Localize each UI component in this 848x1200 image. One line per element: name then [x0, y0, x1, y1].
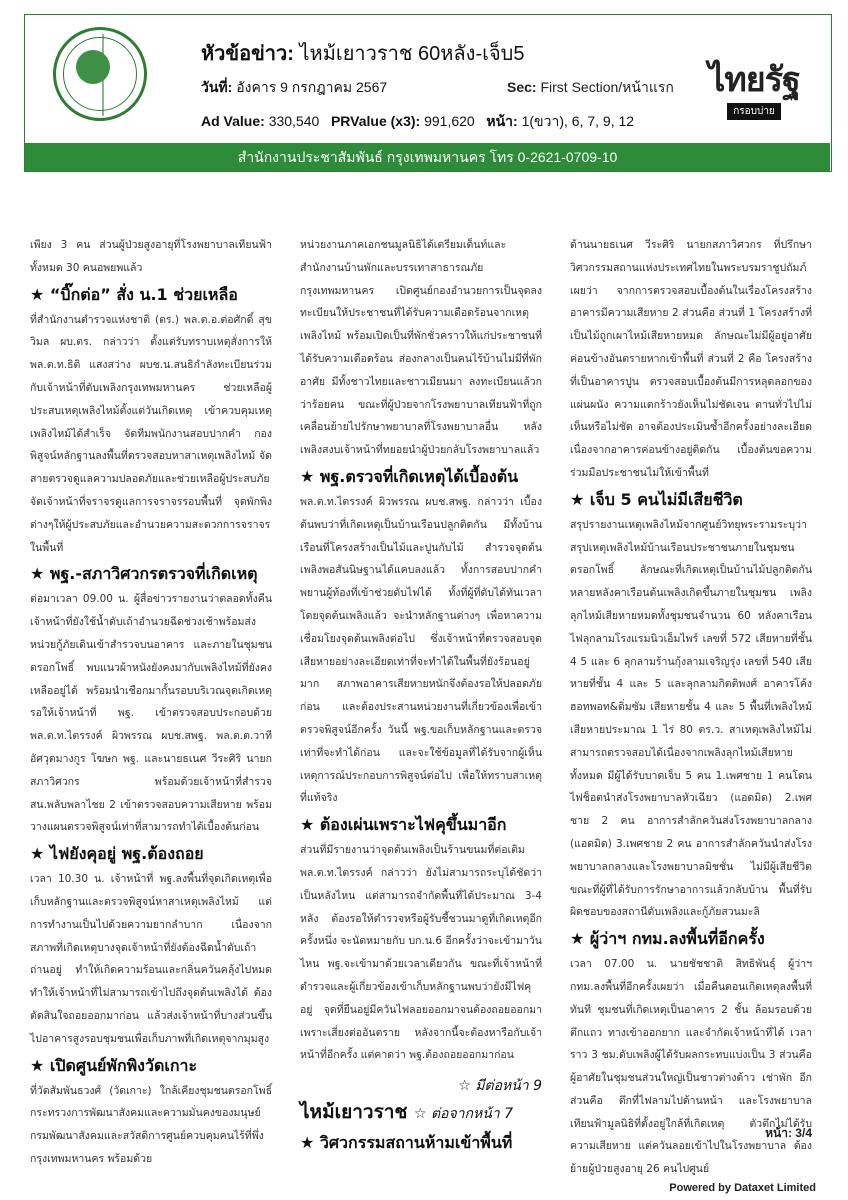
article-paragraph: ที่วัดสัมพันธวงศ์ (วัดเกาะ) ใกล้เคียงชุมชนตรอกโพธิ์ กระทรวงการพัฒนาสังคมและความมั่นคงของมนุษย์ กรมพัฒนาสังคมและสวัสดิการศูนย์ควบคุมคนไร้ที่พึ่ง กรุงเทพมหานคร พร้อมด้วย	[30, 1084, 272, 1165]
continued-from-label: ☆ ต่อจากหน้า 7	[413, 1105, 514, 1122]
section-row	[507, 77, 674, 99]
continued-on-label: ☆ มีต่อหน้า 9	[458, 1078, 542, 1095]
value-row	[201, 111, 634, 133]
section-heading: ★ เจ็บ 5 คนไม่มีเสียชีวิต	[570, 489, 743, 509]
article-paragraph: เวลา 10.30 น. เจ้าหน้าที่ พฐ.ลงพื้นที่จุดเกิดเหตุเพื่อเก็บหลักฐานและตรวจพิสูจน์หาสาเหตุเพลิงไหม้ แต่การทำงานเป็นไปด้วยความยากลำบาก เนื่องจากสภาพที่เกิดเหตุบางจุดเจ้าหน้าที่ยังต้องฉีดน้ำดับเถ้าถ่านอยู่ ทำให้เกิดความร้อนและกลิ่นควันคลุ้งไปหมด ทำให้เจ้าหน้าที่ไม่สามารถเข้าไปถึงจุดต้นเพลิงได้ ต้องตัดสินใจถอยออกมาก่อน แล้วส่งเจ้าหน้าที่บางส่วนขึ้นไปอาคารสูงรอบชุมชนเพื่อเก็บภาพที่เกิดเหตุจากมุมสูง	[30, 873, 272, 1045]
date-value: อังคาร 9 กรกฎาคม 2567	[236, 79, 388, 95]
section-heading: ★ ผู้ว่าฯ กทม.ลงพื้นที่อีกครั้ง	[570, 929, 765, 949]
section-heading: ★ เปิดศูนย์พักพิงวัดเกาะ	[30, 1055, 198, 1075]
article-paragraph: สรุปรายงานเหตุเพลิงไหม้จากศูนย์วิทยุพระรามระบุว่า สรุปเหตุเพลิงไหม้บ้านเรือนประชาชนภายในชุมชนตรอกโพธิ์ ลักษณะที่เกิดเหตุเป็นบ้านไม้ปลูกติดกันหลายหลังคาเรือนต้นเพลิงเกิดขึ้นภายในชุมชน เพลิงลุกไหม้เสียหายหมดทั้งชุมชนจำนวน 60 หลังคาเรือน ไฟลุกลามโรงแรมนิวเอ็มไพร์ เลขที่ 572 เสียหายที่ชั้น 4 5 และ 6 ลุกลามร้านกุ้งลามเจริญรุ่ง เลขที่ 540 เสียหายที่ชั้น 4 และ 5 และลุกลามกิตติพงศ์ อาคารโค้ง ฮอทพอท&ดิ่มซัม เสียหายชั้น 4 และ 5 พื้นที่เพลิงไหม้เสียหายประมาณ 1 ไร่ 80 ตร.ว. สาเหตุเพลิงไหม้ไม่สามารถตรวจสอบได้เนื่องจากเพลิงลุกไหม้เสียหายทั้งหมด มีผู้ได้รับบาดเจ็บ 5 คน 1.เพศชาย 1 คนโดนไฟช็อตนำส่งโรงพยาบาลหัวเฉียว (แอดมิด) 2.เพศชาย 2 คน อาการสำลักควันส่งโรงพยาบาลกลาง (แอดมิด) 3.เพศชาย 2 คน อาการสำลักควันนำส่งโรงพยาบาลกลางและโรงพยาบาลมิชชั่น ไม่มีผู้เสียชีวิต ขณะที่ผู้ที่ได้รับการรักษาอาการแล้วกลับบ้าน พื้นที่รับผิดชอบของสถานีดับเพลิงและกู้ภัยสวนมะลิ	[570, 518, 812, 919]
page-label: หน้า:	[486, 113, 518, 129]
article-column-3	[570, 234, 812, 1181]
article-paragraph: เวลา 07.00 น. นายชัชชาติ สิทธิพันธุ์ ผู้ว่าฯ กทม.ลงพื้นที่อีกครั้งเผยว่า เมื่อคืนตอนเกิดเหตุลงพื้นที่ทันที ชุมชนที่เกิดเหตุเป็นอาคาร 2 ชั้น ล้อมรอบด้วยตึกแถว ทางเข้าออกยาก และจำกัดเจ้าหน้าที่ได้ เวลาราว 3 ชม.ดับเพลิงผู้ได้รับผลกระทบแบ่งเป็น 3 ส่วนคือผู้อาศัยในชุมชนส่วนใหญ่เป็นชาวต่างด้าว เช่าพัก อีกส่วนคือ ตึกที่ไฟลามไปด้านหน้า และโรงพยาบาลเทียนฟ้ามูลนิธิที่ตั้งอยู่ใกล้ที่เกิดเหตุ ตัวตึกไม่ได้รับความเสียหาย แต่ควันลอยเข้าไปในโรงพยาบาล ต้องย้ายผู้ป่วยสูงอายุ 26 คนไปศูนย์	[570, 958, 812, 1176]
article-column-1	[30, 234, 272, 1171]
headline-row	[201, 37, 524, 69]
headline-text: ไหม้เยาวราช 60หลัง-เจ็บ5	[299, 43, 525, 65]
page-value: 1(ขวา), 6, 7, 9, 12	[521, 113, 635, 129]
article-paragraph: ที่สำนักงานตำรวจแห่งชาติ (ตร.) พล.ต.อ.ต่อศักดิ์ สุขวิมล ผบ.ตร. กล่าวว่า ตั้งแต่รับทราบเหตุสั่งการให้ พล.ต.ท.ธิติ แสงสว่าง ผบช.น.สนธิกำลังทะเบียนร่วมกับเจ้าหน้าที่ดับเพลิงกรุงเทพมหานคร ช่วยเหลือผู้ประสบเหตุเพลิงไหม้ตั้งแต่วันเกิดเหตุ เข้าควบคุมเหตุเพลิงไหม้ได้สำเร็จ จัดทีมพนักงานสอบปากคำ กองพิสูจน์หลักฐานลงพื้นที่ตรวจสอบหาสาเหตุเพลิงไหม้ จัดสายตรวจดูแลความปลอดภัยและช่วยเหลือผู้ประสบภัย จัดเจ้าหน้าที่จราจรดูแลการจราจรรอบพื้นที่ จุดพักพิงต่างๆให้ผู้ประสบภัยและอำนวยความสะดวกการจราจรในพื้นที่	[30, 313, 272, 554]
contact-banner: สำนักงานประชาสัมพันธ์ กรุงเทพมหานคร โทร 0-2621-0709-10	[25, 143, 830, 171]
continuation-title: ไหม้เยาวราช	[300, 1100, 408, 1123]
pr-value: 991,620	[424, 113, 475, 129]
article-paragraph: ต่อมาเวลา 09.00 น. ผู้สื่อข่าวรายงานว่าตลอดทั้งคืนเจ้าหน้าที่ยังใช้น้ำดับเถ้าอำนวยฉีดช่วงเช้าพร้อมส่งหน่วยกู้ภัยเดินเข้าสำรวจบนอาคาร และภายในชุมชนตรอกโพธิ์ พบแนวผ้าหนังยังคงมากับเพลิงไหม้ที่ยังคงเหลืออยู่ได้ พร้อมนำเชือกมากั้นรอบบริเวณจุดเกิดเหตุรอให้เจ้าหน้าที่ พฐ. เข้าตรวจสอบประกอบด้วย พล.ต.ท.ไตรรงค์ ผิวพรรณ ผบช.สพฐ. พล.ต.ต.วาที อัศวุตมางกูร โฆษก พฐ. และนายธเนศ วีระศิริ นายกสภาวิศวกร พร้อมด้วยเจ้าหน้าที่สำรวจสน.พลับพลาไชย 2 เข้าตรวจสอบความเสียหาย พร้อมวางแผนตรวจพิสูจน์เท่าที่สามารถทำได้เบื้องต้นก่อน	[30, 593, 272, 834]
ad-value: 330,540	[268, 113, 320, 129]
section-heading: ★ “บิ๊กต่อ” สั่ง น.1 ช่วยเหลือ	[30, 284, 238, 304]
section-heading: ★ วิศวกรรมสถานห้ามเข้าพื้นที่	[300, 1132, 513, 1152]
section-label: Sec:	[507, 79, 537, 95]
headline-label: หัวข้อข่าว:	[201, 43, 294, 65]
bma-seal-logo	[53, 27, 147, 121]
continuation-block	[300, 1075, 542, 1155]
article-paragraph: ส่วนที่มีรายงานว่าจุดต้นเพลิงเป็นร้านขนมที่ต่อเติม พล.ต.ท.ไตรรงค์ กล่าวว่า ยังไม่สามารถระบุได้ชัดว่าเป็นหลังไหน แต่สามารถจำกัดพื้นที่ได้ประมาณ 3-4 หลัง ต้องรอให้ตำรวจหรือผู้รับชี้ชวนมาดูที่เกิดเหตุอีกครั้งหนึ่ง จะนัดหมายกับ บก.น.6 อีกครั้งว่าจะเข้ามาวันไหน พฐ.จะเข้ามาด้วยเวลาเดียวกัน ขณะที่เจ้าหน้าที่ตำรวจและผู้เกี่ยวข้องเข้าเก็บหลักฐานพบว่ายังมีไฟคุอยู่ จุดที่ยืนอยู่มีควันไฟลอยออกมาจนต้องถอยออกมาเพราะเสี่ยงต่ออันตราย หลังจากนี้จะต้องหารือกับเจ้าหน้าที่อีกครั้ง แต่คาดว่า พฐ.ต้องถอยออกมาก่อน	[300, 844, 542, 1062]
article-paragraph: ด้านนายธเนศ วีระศิริ นายกสภาวิศวกร ที่ปรึกษาวิศวกรรมสถานแห่งประเทศไทยในพระบรมราชูปถัมภ์ เผยว่า จากการตรวจสอบเบื้องต้นในเรื่องโครงสร้างอาคารมีความเสียหาย 2 ส่วนคือ ส่วนที่ 1 โครงสร้างที่เป็นไม้ถูกเผาไหม้เสียหายหมด ลักษณะไม่มีผู้อยู่อาศัยค่อนข้างอันตรายหากเข้าพื้นที่ ส่วนที่ 2 คือ โครงสร้างที่เป็นอาคารปูน ตรวจสอบเบื้องต้นมีการหลุดลอกของแผ่นผนัง ความแตกร้าวยังเห็นไม่ชัดเจน ตานทั่วไปไม่เห็นหรือไม่ชัด อาจต้องประเมินซ้ำอีกครั้งอย่างละเอียด เนื่องจากอาคารค่อนข้างอยู่ติดกัน เบื้องต้นขอความร่วมมือประชาชนไม่ให้เข้าพื้นที่	[570, 239, 812, 479]
article-paragraph: หน่วยงานภาคเอกชนมูลนิธิได้เตรียมเต็นท์และสำนักงานบ้านพักและบรรเทาสาธารณภัยกรุงเทพมหานคร เปิดศูนย์กองอำนวยการเป็นจุดลงทะเบียนให้ประชาชนที่ได้รับความเดือดร้อนจากเหตุเพลิงไหม้ พร้อมเปิดเป็นที่พักชั่วคราวให้แก่ประชาชนที่ได้รับความเดือดร้อน ส่องกลางเป็นคนไร้บ้านไม่มีที่พักอาศัย มีทั้งชาวไทยและชาวเมียนมา ลงทะเบียนแล้วกว่าร้อยคน ขณะที่ผู้ป่วยจากโรงพยาบาลเทียนฟ้าที่ถูกเคลื่อนย้ายไปรักษาพยาบาลที่โรงพยาบาลอื่น หลังเพลิงสงบเจ้าหน้าที่ทยอยนำผู้ป่วยกลับโรงพยาบาลแล้ว	[300, 239, 542, 457]
article-paragraph: พล.ต.ท.ไตรรงค์ ผิวพรรณ ผบช.สพฐ. กล่าวว่า เบื้องต้นพบว่าที่เกิดเหตุเป็นบ้านเรือนปลูกติดกัน มีทั้งบ้านเรือนที่โครงสร้างเป็นไม้และปูนกับไม้ สำรวจจุดต้นเพลิงพอสันนิษฐานได้แคบลงแล้ว ทั้งการสอบปากคำพยานผู้ท้องที่เข้าช่วยดับไฟได้ ทั้งที่ผู้ที่ดับได้ทันเวลาโดยจุดต้นเพลิงแล้ว จะนำหลักฐานต่างๆ เพื่อหาความเชื่อมโยงจุดต้นเพลิงต่อไป ซึ่งเจ้าหน้าที่ตรวจสอบจุดเสียหายอย่างละเอียดเท่าที่จะทำได้ในพื้นที่ยังร้อนอยู่มาก สภาพอาคารเสียหายหนักจึงต้องรอให้ปลอดภัยก่อน และต้องประสานหน่วยงานที่เกี่ยวข้องเพื่อเข้าตรวจพิสูจน์อีกครั้ง วันนี้ พฐ.ขอเก็บหลักฐานและตรวจเท่าที่จะทำได้ก่อน และจะใช้ข้อมูลที่ได้รับจากผู้เห็นเหตุการณ์ประกอบการพิสูจน์ต่อไป เพื่อให้ทราบสาเหตุที่แท้จริง	[300, 495, 542, 805]
logo-wordmark: ไทยรัฐ	[708, 62, 800, 99]
section-heading: ★ ต้องเผ่นเพราะไฟคุขึ้นมาอีก	[300, 815, 507, 835]
logo-edition: กรอบบ่าย	[727, 103, 781, 120]
clipping-header	[24, 14, 832, 172]
ad-value-label: Ad Value:	[201, 113, 265, 129]
page-number: หน้า: 3/4	[765, 1126, 812, 1140]
pr-value-label: PRValue (x3):	[330, 113, 421, 129]
thairath-logo	[707, 61, 801, 117]
date-label: วันที่:	[201, 79, 233, 95]
powered-by-credit: Powered by Dataxet Limited	[669, 1182, 816, 1194]
article-paragraph: เพียง 3 คน ส่วนผู้ป่วยสูงอายุที่โรงพยาบาลเทียนฟ้า ทั้งหมด 30 คนอพยพแล้ว	[30, 239, 272, 274]
section-heading: ★ พฐ.ตรวจที่เกิดเหตุได้เบื้องต้น	[300, 466, 519, 486]
date-row	[201, 77, 387, 99]
article-column-2	[300, 234, 542, 1157]
section-value: First Section/หน้าแรก	[540, 79, 674, 95]
section-heading: ★ ไฟยังคุอยู่ พฐ.ต้องถอย	[30, 844, 204, 864]
section-heading: ★ พฐ.-สภาวิศวกรตรวจที่เกิดเหตุ	[30, 564, 258, 584]
continuation-title-row	[300, 1098, 542, 1128]
